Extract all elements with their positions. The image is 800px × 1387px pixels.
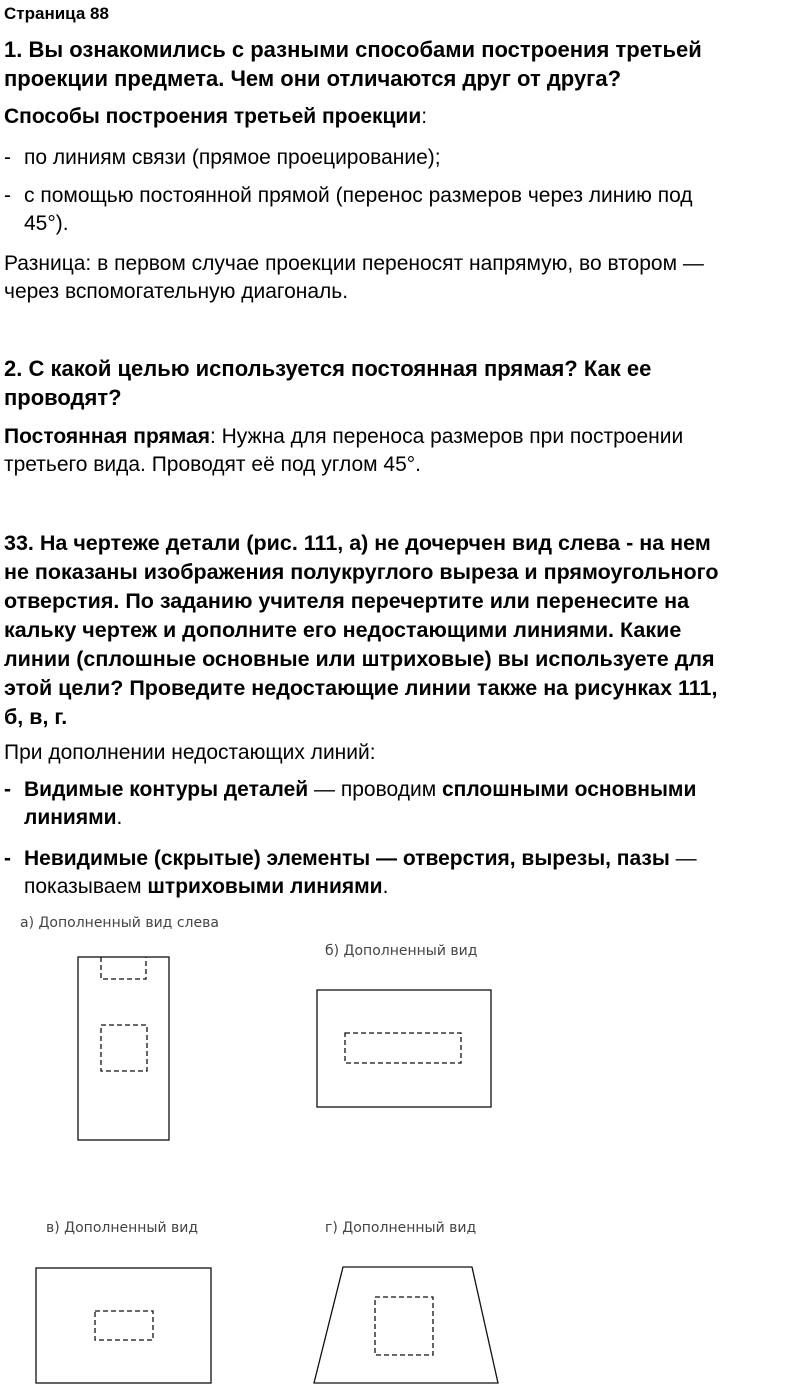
q33-bullet-1-line-2-end: .: [116, 806, 123, 829]
q33-bullet-1-line-2-bold: линиями: [24, 806, 117, 829]
q1-bullet-2-text-line-2: 45°).: [24, 212, 69, 235]
q1-bullet-1-text: по линиям связи (прямое проецирование);: [24, 146, 441, 169]
bullet-dash: -: [4, 847, 11, 870]
q1-bullet-2-text-line-1: с помощью постоянной прямой (перенос размеров через линию под: [24, 184, 693, 207]
figure-v-drawing: [36, 1268, 211, 1383]
figure-v-outline: [36, 1268, 211, 1383]
figure-b-outline: [317, 990, 491, 1107]
q2-answer-line-2: третьего вида. Проводят её под углом 45°.: [4, 453, 421, 476]
q1-title-line-2: проекции предмета. Чем они отличаются друг от друга?: [4, 66, 622, 91]
bullet-dash: -: [4, 184, 11, 207]
q1-label-colon: :: [421, 105, 428, 128]
figure-v-caption: в) Дополненный вид: [46, 1220, 199, 1236]
q33-bullet-2-end: —: [669, 847, 697, 870]
q2-answer-bold: Постоянная прямая: [4, 425, 210, 448]
q2-title-line-1: 2. С какой целью используется постоянная прямая? Как ее: [4, 356, 652, 381]
q33-title-line-7: б, в, г.: [4, 705, 68, 729]
figure-g-outline: [314, 1267, 498, 1383]
figure-a-hidden-cutout: [101, 957, 146, 979]
q33-title-line-1: 33. На чертеже детали (рис. 111, а) не дочерчен вид слева - на нем: [4, 531, 711, 555]
figure-b-drawing: [317, 990, 491, 1107]
q33-bullet-2-line-2-bold: штриховыми линиями: [147, 875, 383, 898]
q2-answer-rest: : Нужна для переноса размеров при построении: [209, 425, 684, 448]
q33-bullet-2-line-2-start: показываем: [24, 875, 148, 898]
q1-title-line-1: 1. Вы ознакомились с разными способами построения третьей: [4, 37, 702, 62]
q1-diff-line-1: Разница: в первом случае проекции переносят напрямую, во втором —: [4, 252, 704, 275]
q33-intro: При дополнении недостающих линий:: [4, 741, 376, 764]
figure-g-drawing: [314, 1267, 498, 1383]
q33-title-line-5: линии (сплошные основные или штриховые) вы используете для: [4, 647, 715, 671]
q33-title-line-6: этой цели? Проведите недостающие линии также на рисунках 111,: [4, 676, 718, 700]
q33-bullet-1-bold-2: сплошными основными: [442, 778, 697, 801]
q33-title-line-4: кальку чертеж и дополните его недостающими линиями. Какие: [4, 618, 682, 642]
q33-bullet-2-bold: Невидимые (скрытые) элементы — отверстия, вырезы, пазы: [24, 847, 670, 870]
q33-bullet-1-bold: Видимые контуры деталей: [24, 778, 309, 801]
figure-a-hidden-hole: [101, 1025, 147, 1071]
bullet-dash: -: [4, 778, 11, 801]
figure-g-hidden-hole: [375, 1297, 433, 1355]
figure-g-caption: г) Дополненный вид: [325, 1220, 477, 1236]
q33-title-line-2: не показаны изображения полукруглого выреза и прямоугольного: [4, 560, 719, 584]
q2-title-line-2: проводят?: [4, 385, 122, 410]
figure-b-caption: б) Дополненный вид: [325, 943, 478, 959]
figure-a-drawing: [78, 957, 169, 1140]
q33-bullet-1-mid: — проводим: [308, 778, 442, 801]
bullet-dash: -: [4, 146, 11, 169]
figure-a-outline: [78, 957, 169, 1140]
figure-a-caption: а) Дополненный вид слева: [20, 915, 219, 931]
figure-b-hidden-slot: [345, 1033, 461, 1063]
q33-bullet-2-line-2-end: .: [382, 875, 389, 898]
figure-v-hidden-slot: [95, 1311, 153, 1340]
page-header: Страница 88: [4, 4, 109, 23]
q33-title-line-3: отверстия. По заданию учителя перечертите или перенесите на: [4, 589, 690, 613]
q1-label-bold: Способы построения третьей проекции: [4, 105, 422, 128]
q1-diff-line-2: через вспомогательную диагональ.: [4, 280, 349, 303]
